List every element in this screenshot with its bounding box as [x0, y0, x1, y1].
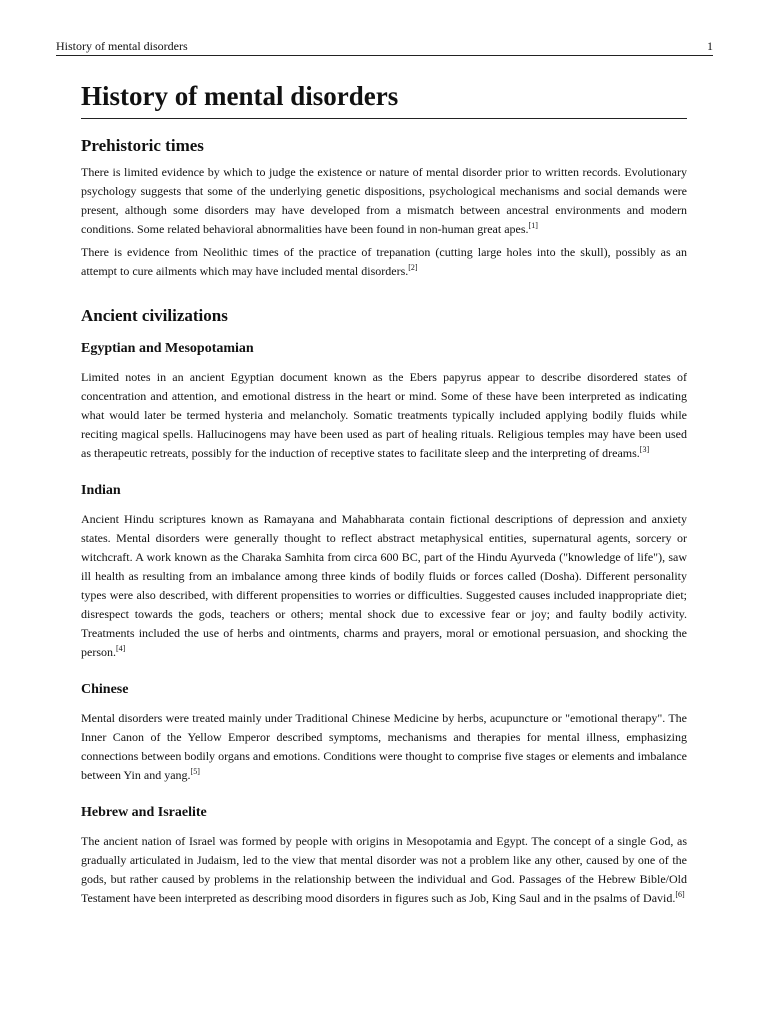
article-body: [81, 76, 687, 908]
running-header: [56, 37, 713, 56]
running-header-title: History of mental disorders: [56, 39, 188, 53]
paragraph-indian: [81, 510, 687, 662]
page-title: History of mental disorders: [81, 76, 687, 119]
paragraph-text: Mental disorders were treated mainly under Traditional Chinese Medicine by herbs, acupuncture or "emotional therapy". The Inner Canon of the Yellow Emperor described symptoms, mechanisms and therapies for mental illness, emphasizing connections between bodily organs and emotions. Conditions were thought to comprise five stages or elements and imbalance between Yin and yang.: [81, 711, 687, 782]
paragraph-egyptian: [81, 368, 687, 463]
citation-ref-4[interactable]: [4]: [116, 644, 126, 653]
citation-ref-6[interactable]: [6]: [675, 890, 685, 899]
citation-ref-3[interactable]: [3]: [639, 445, 650, 454]
paragraph-text: Ancient Hindu scriptures known as Ramayana and Mahabharata contain fictional descriptions of depression and anxiety states. Mental disorders were generally thought to reflect abstract metaphysical entities, supernatural agents, sorcery or witchcraft. A work known as the Charaka Samhita from circa 600 BC, part of the Hindu Ayurveda ("knowledge of life"), saw ill health as resulting from an imbalance among three kinds of bodily fluids or forces called (Dosha). Different personality types were also described, with different propensities to worries or difficulties. Suggested causes included inappropriate diet; disrespect towards the gods, teachers or others; mental shock due to excessive fear or joy; and faulty bodily activity. Treatments included the use of herbs and ointments, charms and prayers, moral or emotional persuasion, and shocking the person.: [81, 512, 687, 659]
subsection-heading-chinese: Chinese: [81, 682, 129, 697]
paragraph-prehistoric-1: [81, 163, 687, 239]
paragraph-text: Limited notes in an ancient Egyptian document known as the Ebers papyrus appear to describe disordered states of concentration and attention, and emotional distress in the heart or mind. Some of these have been interpreted as indicating what would later be termed hysteria and melancholy. Somatic treatments typically included applying bodily fluids while reciting magical spells. Hallucinogens may have been used as part of healing rituals. Religious temples may have been used as therapeutic retreats, possibly for the induction of receptive states to facilitate sleep and the interpreting of dreams.: [81, 370, 687, 460]
citation-ref-5[interactable]: [5]: [190, 767, 200, 776]
subsection-heading-egyptian: Egyptian and Mesopotamian: [81, 341, 254, 356]
paragraph-text: There is evidence from Neolithic times of the practice of trepanation (cutting large holes into the skull), possibly as an attempt to cure ailments which may have included mental disorders.: [81, 245, 687, 278]
citation-ref-2[interactable]: [2]: [408, 263, 418, 272]
section-heading-ancient: Ancient civilizations: [81, 306, 228, 325]
section-heading-prehistoric: Prehistoric times: [81, 136, 204, 155]
paragraph-text: The ancient nation of Israel was formed by people with origins in Mesopotamia and Egypt. The concept of a single God, as gradually articulated in Judaism, led to the view that mental disorder was not a problem like any other, caused by one of the gods, but rather caused by problems in the relationship between the individual and God. Passages of the Hebrew Bible/Old Testament have been interpreted as describing mood disorders in figures such as Job, King Saul and in the psalms of David.: [81, 834, 687, 905]
subsection-heading-indian: Indian: [81, 483, 121, 498]
paragraph-text: There is limited evidence by which to judge the existence or nature of mental disorder prior to written records. Evolutionary psychology suggests that some of the underlying genetic dispositions, psychological mechanisms and social demands were present, although some disorders may have developed from a mismatch between ancestral environments and modern conditions. Some related behavioral abnormalities have been found in non-human great apes.: [81, 165, 687, 236]
paragraph-prehistoric-2: [81, 243, 687, 281]
page-number: 1: [707, 39, 713, 53]
paragraph-chinese: [81, 709, 687, 785]
paragraph-hebrew: [81, 832, 687, 908]
subsection-heading-hebrew: Hebrew and Israelite: [81, 805, 207, 820]
citation-ref-1[interactable]: [1]: [528, 221, 538, 230]
